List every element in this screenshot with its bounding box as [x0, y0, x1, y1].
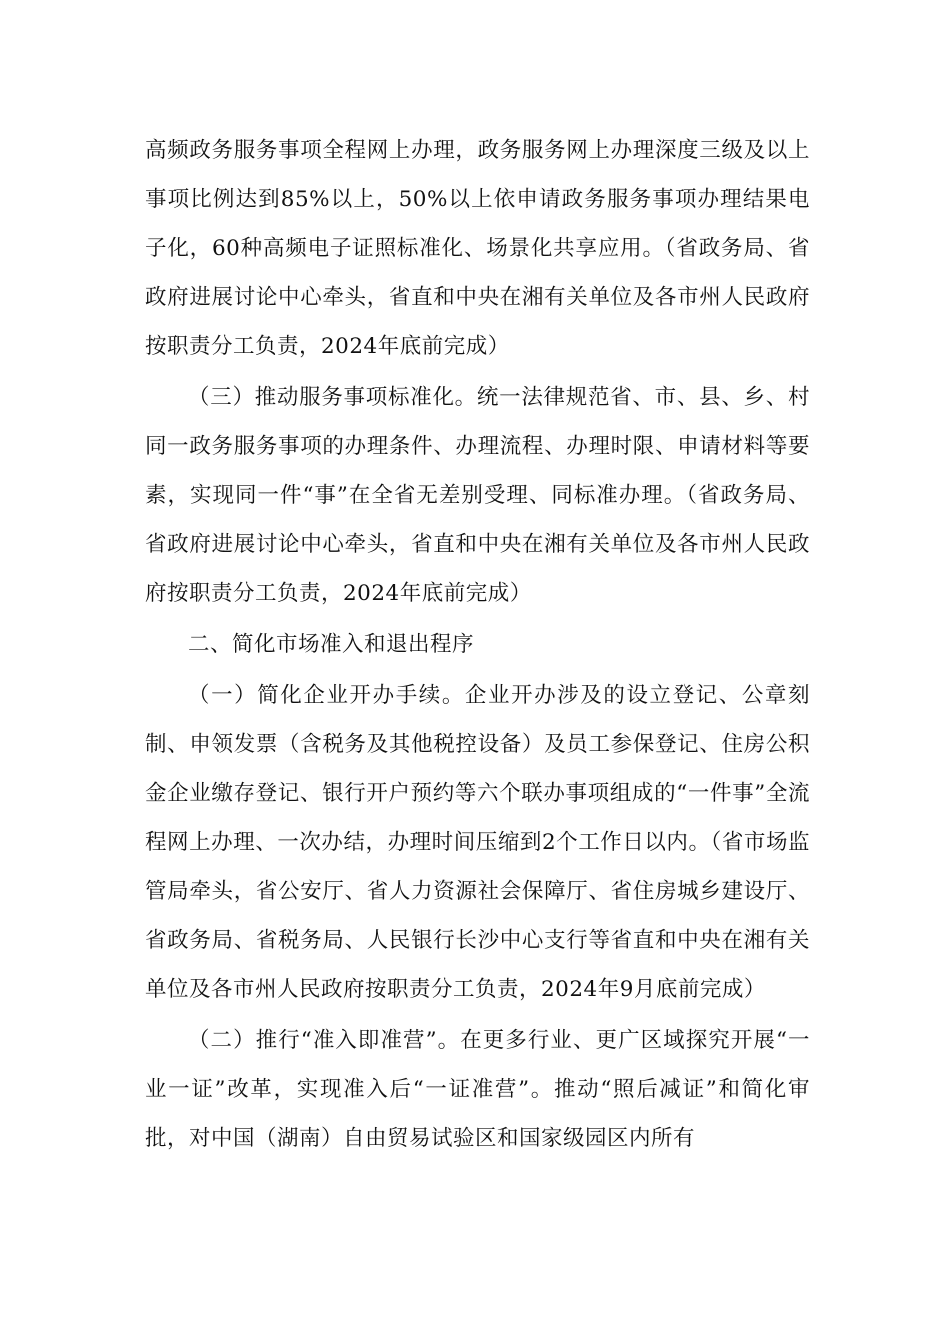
- paragraph-access-to-operation: （二）推行“准入即准营”。在更多行业、更广区域探究开展“一业一证”改革，实现准入后“一证准营”。推动“照后减证”和简化审批，对中国（湖南）自由贸易试验区和国家级园区内所有: [145, 1028, 810, 1151]
- section-heading-market-access: 二、简化市场准入和退出程序: [188, 632, 475, 657]
- paragraph-continuation: 高频政务服务事项全程网上办理，政务服务网上办理深度三级及以上事项比例达到85%以上，50%以上依申请政务服务事项办理结果电子化，60种高频电子证照标准化、场景化共享应用。（省政务局、省政府进展讨论中心牵头，省直和中央在湘有关单位及各市州人民政府按职责分工负责，2024年底前完成）: [145, 138, 810, 359]
- paragraph-business-startup: （一）简化企业开办手续。企业开办涉及的设立登记、公章刻制、申领发票（含税务及其他税控设备）及员工参保登记、住房公积金企业缴存登记、银行开户预约等六个联办事项组成的“一件事”全流程网上办理、一次办结，办理时间压缩到2个工作日以内。（省市场监管局牵头，省公安厅、省人力资源社会保障厅、省住房城乡建设厅、省政务局、省税务局、人民银行长沙中心支行等省直和中央在湘有关单位及各市州人民政府按职责分工负责，2024年9月底前完成）: [145, 683, 810, 1002]
- paragraph-standardization: （三）推动服务事项标准化。统一法律规范省、市、县、乡、村同一政务服务事项的办理条件、办理流程、办理时限、申请材料等要素，实现同一件“事”在全省无差别受理、同标准办理。（省政务局、省政府进展讨论中心牵头，省直和中央在湘有关单位及各市州人民政府按职责分工负责，2024年底前完成）: [145, 385, 810, 606]
